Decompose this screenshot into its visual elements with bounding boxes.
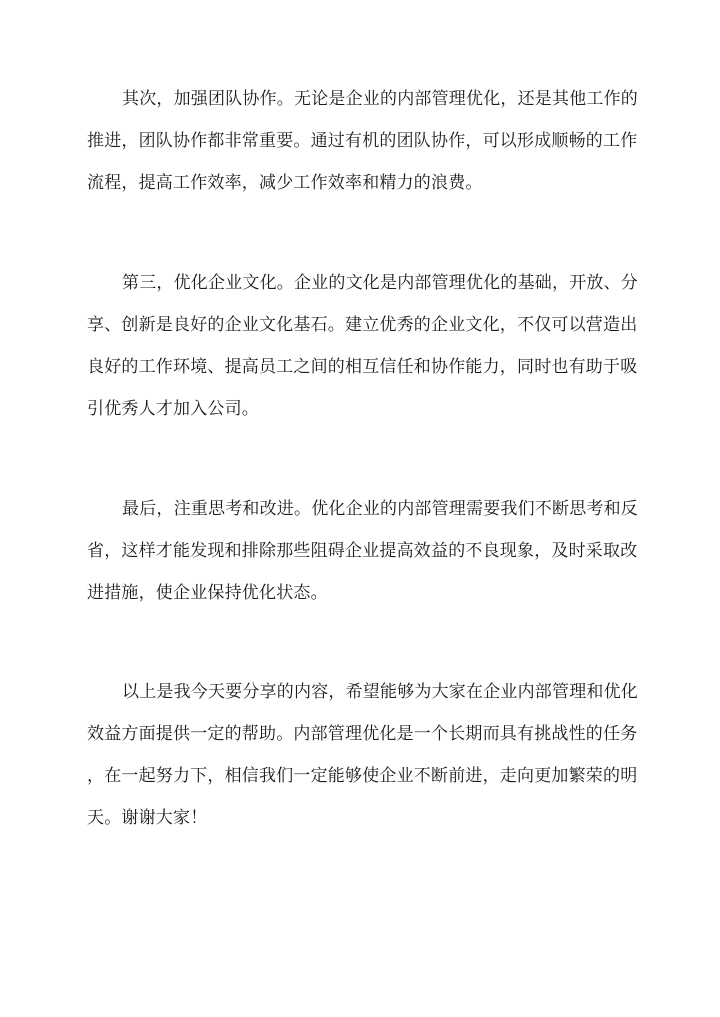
paragraph-line: 最后，注重思考和改进。优化企业的内部管理需要我们不断思考和反: [122, 499, 638, 519]
paragraph-line: 其次，加强团队协作。无论是企业的内部管理优化，还是其他工作的: [122, 89, 638, 109]
paragraph-line: 效益方面提供一定的帮助。内部管理优化是一个长期而具有挑战性的任务: [87, 724, 638, 744]
paragraph-line: 天。谢谢大家！: [87, 808, 208, 828]
paragraph-teamwork: [87, 78, 638, 204]
paragraph-line: 推进，团队协作都非常重要。通过有机的团队协作，可以形成顺畅的工作: [87, 131, 638, 151]
paragraph-line: 省，这样才能发现和排除那些阻碍企业提高效益的不良现象，及时采取改: [87, 541, 638, 561]
paragraph-line: 进措施，使企业保持优化状态。: [87, 583, 328, 603]
paragraph-line: ，在一起努力下，相信我们一定能够使企业不断前进，走向更加繁荣的明: [87, 766, 638, 786]
paragraph-culture: [87, 262, 638, 430]
paragraph-line: 以上是我今天要分享的内容，希望能够为大家在企业内部管理和优化: [122, 682, 638, 702]
paragraph-closing: [87, 671, 638, 839]
paragraph-line: 第三，优化企业文化。企业的文化是内部管理优化的基础，开放、分: [122, 273, 638, 293]
paragraph-line: 享、创新是良好的企业文化基石。建立优秀的企业文化，不仅可以营造出: [87, 315, 638, 335]
paragraph-improvement: [87, 488, 638, 614]
paragraph-line: 引优秀人才加入公司。: [87, 399, 259, 419]
paragraph-line: 流程，提高工作效率，减少工作效率和精力的浪费。: [87, 173, 483, 193]
paragraph-line: 良好的工作环境、提高员工之间的相互信任和协作能力，同时也有助于吸: [87, 357, 638, 377]
